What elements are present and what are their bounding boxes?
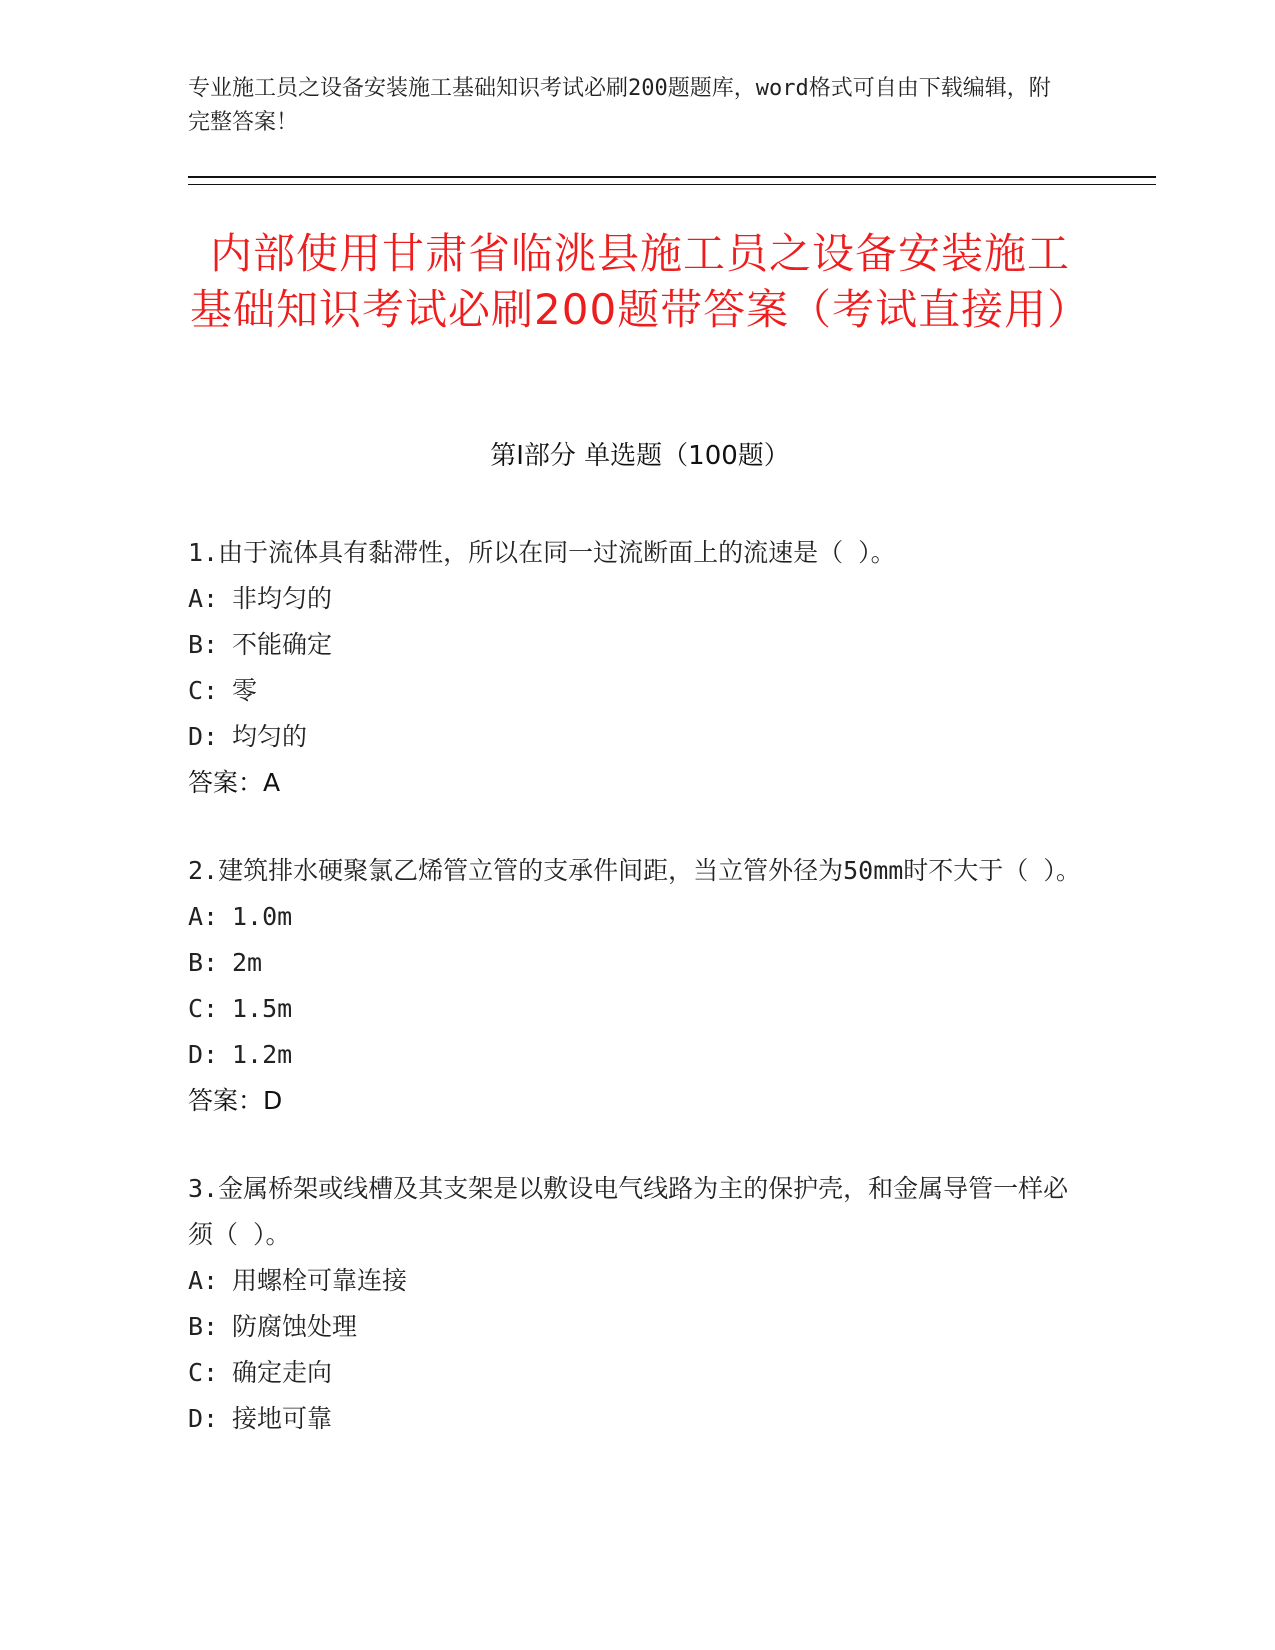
option-letter: D: [188,1404,219,1433]
option-letter: C: [188,994,219,1023]
answer-line: 答案：D [188,1086,283,1115]
option-text: 1.5m [232,994,293,1023]
section-heading: 第Ⅰ部分 单选题（100题） [490,441,790,471]
option-letter: A: [188,1266,219,1295]
option-text: 零 [232,676,258,705]
option-b [188,940,1088,986]
option-letter: D: [188,1040,219,1069]
option-a [188,1258,1088,1304]
option-a [188,576,1088,622]
option-letter: B: [188,948,219,977]
option-b [188,1304,1088,1350]
option-c [188,668,1088,714]
question-2 [188,848,1088,1124]
question-stem: 3.金属桥架或线槽及其支架是以敷设电气线路为主的保护壳，和金属导管一样必须（ ）。 [188,1174,1069,1249]
question-stem: 1.由于流体具有黏滞性，所以在同一过流断面上的流速是（ ）。 [188,538,896,567]
option-letter: C: [188,1358,219,1387]
option-letter: B: [188,630,219,659]
option-text: 1.2m [232,1040,293,1069]
answer-line: 答案：A [188,768,281,797]
option-letter: A: [188,902,219,931]
option-text: 接地可靠 [232,1404,333,1433]
document-title: 内部使用甘肃省临洮县施工员之设备安装施工基础知识考试必刷200题带答案（考试直接用） [190,229,1091,334]
option-letter: C: [188,676,219,705]
option-text: 1.0m [232,902,293,931]
option-text: 防腐蚀处理 [232,1312,358,1341]
option-c [188,986,1088,1032]
option-text: 均匀的 [232,722,308,751]
option-letter: A: [188,584,219,613]
option-d [188,1396,1088,1442]
option-a [188,894,1088,940]
header-note: 专业施工员之设备安装施工基础知识考试必刷200题题库，word格式可自由下载编辑，附完整答案！ [188,76,1051,135]
question-stem: 2.建筑排水硬聚氯乙烯管立管的支承件间距，当立管外径为50mm时不大于（ ）。 [188,856,1081,885]
header-divider [188,176,1156,185]
option-letter: B: [188,1312,219,1341]
option-d [188,714,1088,760]
option-c [188,1350,1088,1396]
option-d [188,1032,1088,1078]
option-text: 2m [232,948,263,977]
option-text: 不能确定 [232,630,333,659]
option-text: 非均匀的 [232,584,333,613]
option-text: 用螺栓可靠连接 [232,1266,408,1295]
option-b [188,622,1088,668]
question-list [188,530,1088,1484]
question-1 [188,530,1088,806]
question-3 [188,1166,1088,1442]
option-text: 确定走向 [232,1358,333,1387]
option-letter: D: [188,722,219,751]
